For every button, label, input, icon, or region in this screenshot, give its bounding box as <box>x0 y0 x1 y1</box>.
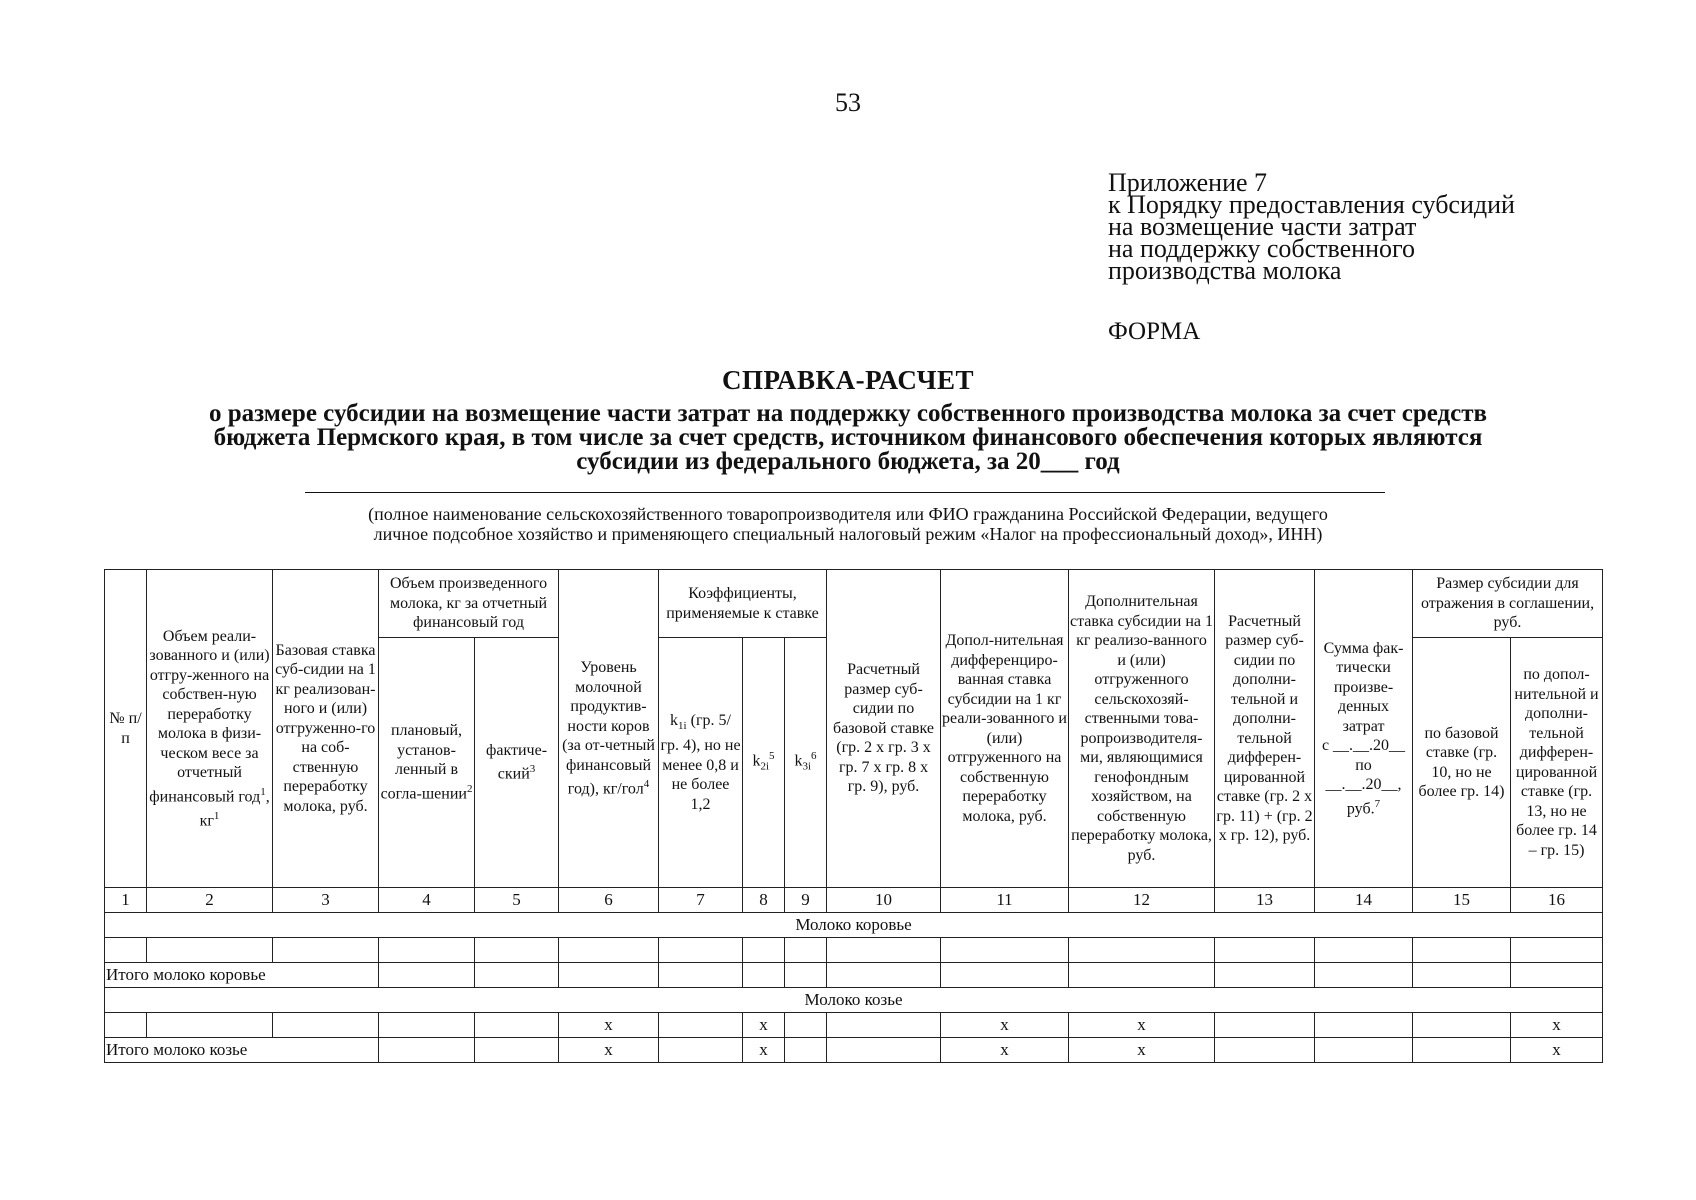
table-cell[interactable] <box>147 938 273 963</box>
total-row <box>105 963 1603 988</box>
table-cell[interactable] <box>1315 963 1413 988</box>
na-mark: х <box>743 1038 785 1063</box>
na-mark: х <box>941 1038 1069 1063</box>
header-cell: $k_{2i}^5$ <box>743 638 785 888</box>
appendix-line: на поддержку собственного <box>1108 234 1416 263</box>
table-cell[interactable] <box>475 1013 559 1038</box>
table-cell[interactable] <box>659 1013 743 1038</box>
appendix-block <box>1108 168 1515 285</box>
column-number: 6 <box>559 888 659 913</box>
na-mark: х <box>1069 1013 1215 1038</box>
column-number: 8 <box>743 888 785 913</box>
header-cell: Базовая ставка суб-сидии на 1 кг реализован-ного и (или) отгруженно-го на соб-ственную переработку молока, руб. <box>273 570 379 888</box>
section-cow-milk: Молоко коровье <box>105 913 1603 938</box>
table-cell[interactable] <box>941 938 1069 963</box>
header-cell: Сумма фак-тически произве-денных затрат с __.__.20__ по __.__.20__, руб.$^7$ <box>1315 570 1413 888</box>
appendix-line: к Порядку предоставления субсидий <box>1108 190 1515 219</box>
table-cell[interactable] <box>785 1038 827 1063</box>
table-cell[interactable] <box>785 938 827 963</box>
table-cell[interactable] <box>559 963 659 988</box>
caption-line: личное подсобное хозяйство и применяющего специальный налоговый режим «Налог на профессиональный доход», ИНН) <box>373 524 1323 544</box>
table-cell[interactable] <box>105 938 147 963</box>
na-mark: х <box>559 1038 659 1063</box>
name-fill-line <box>305 492 1385 493</box>
na-mark: х <box>1511 1013 1603 1038</box>
document-subtitle <box>100 402 1596 474</box>
header-cell: плановый, установ-ленный в согла-шении$^2$ <box>379 638 475 888</box>
na-mark: х <box>1069 1038 1215 1063</box>
table-cell[interactable] <box>1413 963 1511 988</box>
column-number: 11 <box>941 888 1069 913</box>
header-cell: $k_{3i}^6$ <box>785 638 827 888</box>
table-cell[interactable] <box>827 938 941 963</box>
column-number: 15 <box>1413 888 1511 913</box>
column-number: 12 <box>1069 888 1215 913</box>
name-caption <box>280 504 1416 544</box>
total-row <box>105 1038 1603 1063</box>
header-cell: Расчетный размер суб-сидии по базовой ставке (гр. 2 х гр. 3 х гр. 7 х гр. 8 х гр. 9), руб. <box>827 570 941 888</box>
table-cell[interactable] <box>1315 938 1413 963</box>
header-cell: Размер субсидии для отражения в соглашении, руб. <box>1413 570 1603 638</box>
table-cell[interactable] <box>559 938 659 963</box>
table-cell[interactable] <box>1413 1038 1511 1063</box>
table-cell[interactable] <box>827 963 941 988</box>
header-cell: Дополнительная ставка субсидии на 1 кг реализо-ванного и (или) отгруженного сельскохозяй-ственными това-ропроизводителя-ми, являющимися генофондным хозяйством, на собственную переработку молока, руб. <box>1069 570 1215 888</box>
table-cell[interactable] <box>1315 1038 1413 1063</box>
column-number: 14 <box>1315 888 1413 913</box>
table-cell[interactable] <box>1215 1013 1315 1038</box>
appendix-line: производства молока <box>1108 256 1342 285</box>
table-cell[interactable] <box>827 1013 941 1038</box>
table-cell[interactable] <box>1215 1038 1315 1063</box>
table-cell[interactable] <box>379 1038 475 1063</box>
table-cell[interactable] <box>1315 1013 1413 1038</box>
table-cell[interactable] <box>379 963 475 988</box>
subtitle-line: бюджета Пермского края, в том числе за счет средств, источником финансового обеспечения которых являются <box>213 424 1483 451</box>
header-cell: Объем произведенного молока, кг за отчетный финансовый год <box>379 570 559 638</box>
table-cell[interactable] <box>1511 938 1603 963</box>
column-number: 16 <box>1511 888 1603 913</box>
table-cell[interactable] <box>659 1038 743 1063</box>
table-cell[interactable] <box>827 1038 941 1063</box>
table-cell[interactable] <box>941 963 1069 988</box>
table-cell[interactable] <box>1215 938 1315 963</box>
table-cell[interactable] <box>1413 938 1511 963</box>
column-number: 9 <box>785 888 827 913</box>
section-goat-milk: Молоко козье <box>105 988 1603 1013</box>
table-cell[interactable] <box>475 1038 559 1063</box>
table-cell[interactable] <box>1511 963 1603 988</box>
table-cell[interactable] <box>273 1013 379 1038</box>
na-mark: х <box>743 1013 785 1038</box>
na-mark: х <box>941 1013 1069 1038</box>
caption-line: (полное наименование сельскохозяйственного товаропроизводителя или ФИО гражданина Российской Федерации, ведущего <box>368 504 1328 524</box>
table-cell[interactable] <box>475 963 559 988</box>
column-number: 1 <box>105 888 147 913</box>
na-mark: х <box>1511 1038 1603 1063</box>
table-cell[interactable] <box>785 963 827 988</box>
table-cell[interactable] <box>1069 963 1215 988</box>
na-mark: х <box>559 1013 659 1038</box>
column-number: 2 <box>147 888 273 913</box>
table-cell[interactable] <box>273 938 379 963</box>
column-number: 4 <box>379 888 475 913</box>
header-cell: фактиче-ский$^3$ <box>475 638 559 888</box>
table-row <box>105 938 1603 963</box>
table-cell[interactable] <box>1413 1013 1511 1038</box>
table-cell[interactable] <box>379 1013 475 1038</box>
table-cell[interactable] <box>659 938 743 963</box>
table-cell[interactable] <box>659 963 743 988</box>
table-cell[interactable] <box>105 1013 147 1038</box>
header-cell: $k_{1i}$ (гр. 5/ гр. 4), но не менее 0,8 и не более 1,2 <box>659 638 743 888</box>
table-cell[interactable] <box>785 1013 827 1038</box>
header-cell: Объем реали-зованного и (или) отгру-женного на собствен-ную переработку молока в физи-ческом весе за отчетный финансовый год$^1$, $кг^1$ <box>147 570 273 888</box>
appendix-line: на возмещение части затрат <box>1108 212 1417 241</box>
table-cell[interactable] <box>743 938 785 963</box>
table-row <box>105 1013 1603 1038</box>
calculation-table <box>104 569 1603 1063</box>
column-number: 3 <box>273 888 379 913</box>
table-cell[interactable] <box>1069 938 1215 963</box>
subtitle-line: о размере субсидии на возмещение части затрат на поддержку собственного производства молока за счет средств <box>208 400 1488 427</box>
column-number: 7 <box>659 888 743 913</box>
table-cell[interactable] <box>475 938 559 963</box>
column-number: 5 <box>475 888 559 913</box>
header-cell: по базовой ставке (гр. 10, но не более гр. 14) <box>1413 638 1511 888</box>
table-cell[interactable] <box>743 963 785 988</box>
total-cow-label: Итого молоко коровье <box>105 963 379 988</box>
appendix-line: Приложение 7 <box>1108 168 1268 197</box>
form-label: ФОРМА <box>1108 318 1201 345</box>
total-goat-label: Итого молоко козье <box>105 1038 379 1063</box>
header-cell: по допол-нительной и дополни-тельной дифферен-цированной ставке (гр. 13, но не более гр. 14 – гр. 15) <box>1511 638 1603 888</box>
table-cell[interactable] <box>1215 963 1315 988</box>
column-number: 13 <box>1215 888 1315 913</box>
subtitle-line: субсидии из федерального бюджета, за 20___ год <box>576 448 1120 475</box>
header-cell: Допол-нительная дифференциро-ванная ставка субсидии на 1 кг реали-зованного и (или) отгруженного на собственную переработку молока, руб. <box>941 570 1069 888</box>
table-cell[interactable] <box>379 938 475 963</box>
document-title: СПРАВКА-РАСЧЕТ <box>722 365 974 395</box>
column-number: 10 <box>827 888 941 913</box>
header-cell: № п/п <box>105 570 147 888</box>
page-number: 53 <box>835 88 861 117</box>
header-cell: Уровень молочной продуктив-ности коров (за от-четный финансовый год), кг/гол$^4$ <box>559 570 659 888</box>
table-cell[interactable] <box>147 1013 273 1038</box>
header-cell: Коэффициенты, применяемые к ставке <box>659 570 827 638</box>
header-cell: Расчетный размер суб-сидии по дополни-тельной и дополни-тельной дифферен-цированной ставке (гр. 2 х гр. 11) + (гр. 2 х гр. 12), руб. <box>1215 570 1315 888</box>
